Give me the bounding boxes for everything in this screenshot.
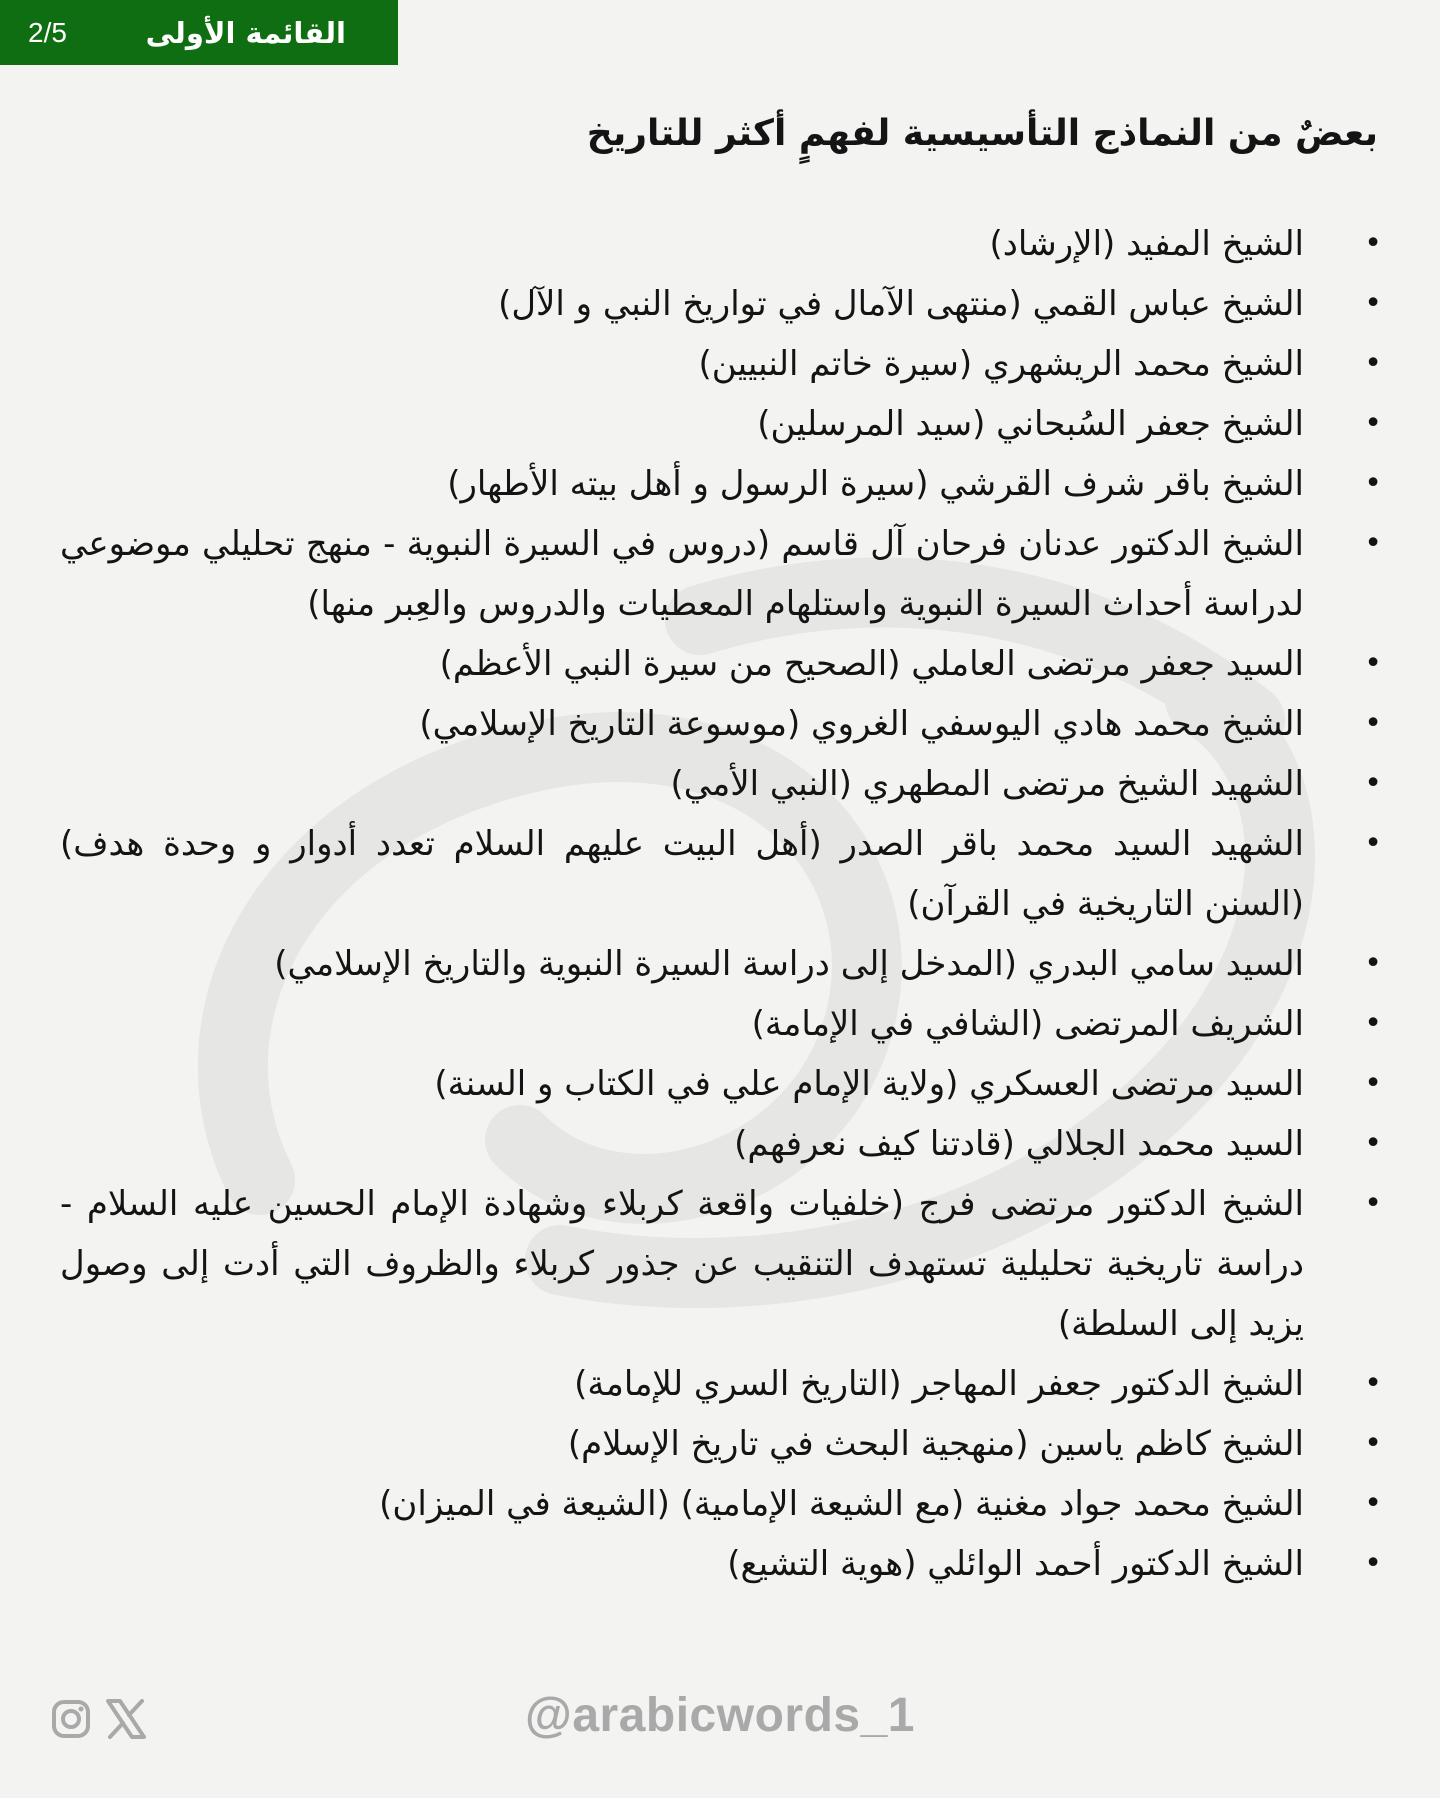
bullet-marker: • [1364,1426,1382,1461]
reference-text: السيد جعفر مرتضى العاملي (الصحيح من سيرة النبي الأعظم) [439,644,1304,684]
reference-text: الشيخ محمد هادي اليوسفي الغروي (موسوعة التاريخ الإسلامي) [419,704,1304,744]
reference-text: الشهيد الشيخ مرتضى المطهري (النبي الأمي) [670,764,1304,804]
reference-item [60,814,1382,934]
reference-text: الشيخ باقر شرف القرشي (سيرة الرسول و أهل بيته الأطهار) [447,464,1304,504]
reference-item [60,1354,1382,1414]
reference-item [60,514,1382,634]
bullet-marker: • [1364,1546,1382,1581]
reference-text: الشيخ جعفر السُبحاني (سيد المرسلين) [757,404,1304,444]
reference-text: الشيخ الدكتور عدنان فرحان آل قاسم (دروس في السيرة النبوية - منهج تحليلي موضوعي لدراسة أحداث السيرة النبوية واستلهام المعطيات والدروس والعِبر منها) [60,524,1304,624]
reference-item [60,634,1382,694]
reference-text: الشيخ الدكتور جعفر المهاجر (التاريخ السري للإمامة) [574,1364,1304,1404]
bullet-marker: • [1364,1126,1382,1161]
bullet-marker: • [1364,1186,1382,1221]
bullet-marker: • [1364,406,1382,441]
account-handle: @arabicwords_1 [525,1689,915,1742]
reference-item [60,694,1382,754]
reference-text: الشيخ محمد الريشهري (سيرة خاتم النبيين) [698,344,1304,384]
reference-item [60,274,1382,334]
bullet-marker: • [1364,1066,1382,1101]
reference-item [60,1414,1382,1474]
bullet-marker: • [1364,286,1382,321]
reference-item [60,394,1382,454]
references-list [60,214,1382,1594]
bullet-marker: • [1364,706,1382,741]
reference-text: السيد محمد الجلالي (قادتنا كيف نعرفهم) [734,1124,1304,1164]
reference-text: الشيخ عباس القمي (منتهى الآمال في تواريخ النبي و الآل) [498,284,1304,324]
reference-item [60,1054,1382,1114]
page-count: 2/5 [28,16,67,48]
list-name: القائمة الأولى [145,15,346,50]
reference-item [60,1534,1382,1594]
bullet-marker: • [1364,346,1382,381]
list-header-badge [0,0,398,65]
reference-text: الشيخ المفيد (الإرشاد) [989,224,1304,264]
reference-item [60,214,1382,274]
reference-text: الشريف المرتضى (الشافي في الإمامة) [751,1004,1304,1044]
page-title: بعضٌ من النماذج التأسيسية لفهمٍ أكثر للتاريخ [586,113,1378,154]
reference-item [60,934,1382,994]
bullet-marker: • [1364,1006,1382,1041]
bullet-marker: • [1364,946,1382,981]
bullet-marker: • [1364,1366,1382,1401]
bullet-marker: • [1364,826,1382,861]
bullet-marker: • [1364,526,1382,561]
bullet-marker: • [1364,1486,1382,1521]
reference-item [60,1474,1382,1534]
bullet-marker: • [1364,466,1382,501]
bullet-marker: • [1364,646,1382,681]
reference-item [60,994,1382,1054]
reference-item [60,1174,1382,1354]
reference-item [60,454,1382,514]
reference-text: الشيخ الدكتور أحمد الوائلي (هوية التشيع) [727,1544,1304,1584]
reference-text: السيد مرتضى العسكري (ولاية الإمام علي في الكتاب و السنة) [434,1064,1304,1104]
footer [0,1680,1440,1760]
reference-item [60,334,1382,394]
reference-item [60,754,1382,814]
reference-text: السيد سامي البدري (المدخل إلى دراسة السيرة النبوية والتاريخ الإسلامي) [274,944,1304,984]
bullet-marker: • [1364,766,1382,801]
reference-item [60,1114,1382,1174]
reference-text: الشهيد السيد محمد باقر الصدر (أهل البيت عليهم السلام تعدد أدوار و وحدة هدف) (السنن التاريخية في القرآن) [60,824,1304,924]
reference-text: الشيخ محمد جواد مغنية (مع الشيعة الإمامية) (الشيعة في الميزان) [379,1484,1304,1524]
reference-text: الشيخ كاظم ياسين (منهجية البحث في تاريخ الإسلام) [567,1424,1304,1464]
bullet-marker: • [1364,226,1382,261]
reference-text: الشيخ الدكتور مرتضى فرج (خلفيات واقعة كربلاء وشهادة الإمام الحسين عليه السلام - دراسة تاريخية تحليلية تستهدف التنقيب عن جذور كربلاء والظروف التي أدت إلى وصول يزيد إلى السلطة) [60,1184,1304,1344]
